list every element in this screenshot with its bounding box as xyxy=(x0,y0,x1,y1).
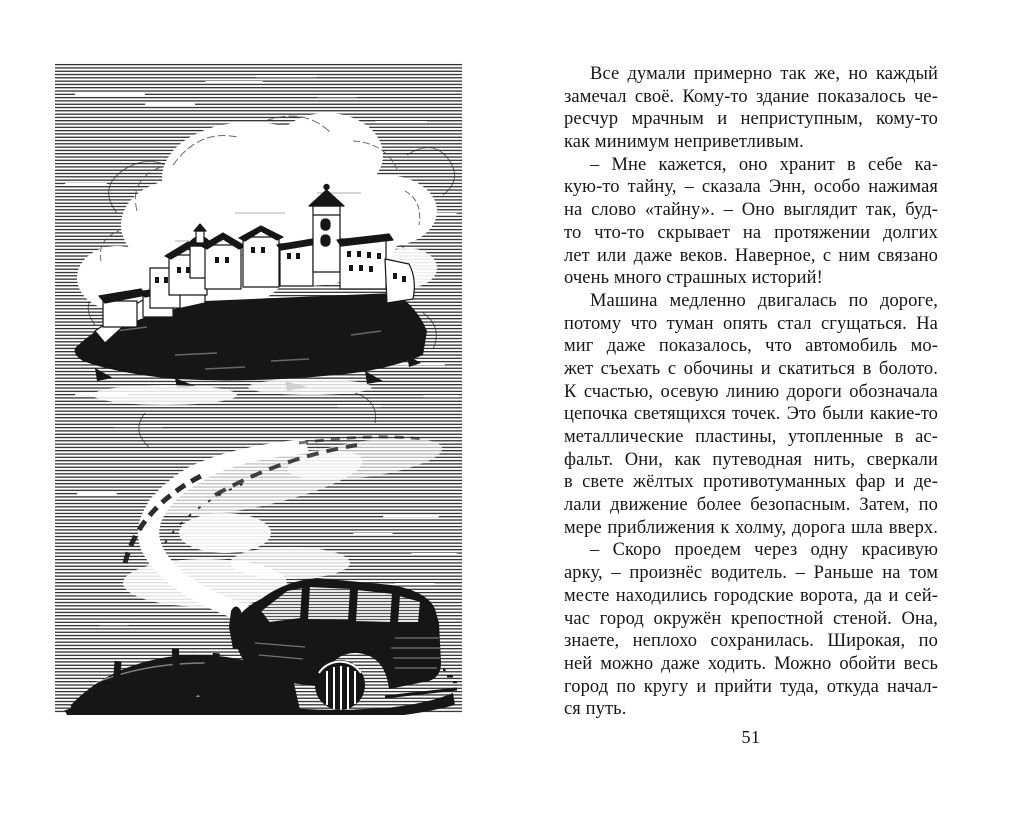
text-line: мере приближения к холму, дорога шла вверх. xyxy=(564,517,938,538)
text-line: ресчур мрачным и неприступным, кому-то xyxy=(564,109,938,130)
text-line: арку, – произнёс водитель. – Раньше на том xyxy=(564,563,938,584)
text-line: город по кругу и прийти туда, откуда начал- xyxy=(564,676,938,697)
text-line: металлические пластины, утопленные в ас- xyxy=(564,427,938,447)
text-line: ся путь. xyxy=(564,699,627,720)
text-line: час город окружён крепостной стеной. Она, xyxy=(564,608,938,629)
text-line: месте находились городские ворота, да и сей- xyxy=(564,585,938,606)
paragraph xyxy=(564,539,938,721)
text-line: в свете жёлтых противотуманных фар и де- xyxy=(564,472,938,493)
text-line: миг даже показалось, что автомобиль мо- xyxy=(564,336,938,357)
paragraph xyxy=(564,154,938,290)
text-line: кую-то тайну, – сказала Энн, особо нажимая xyxy=(564,177,938,198)
text-line: очень много страшных историй! xyxy=(564,268,823,289)
text-line: то что-то скрывает на протяжении долгих xyxy=(564,222,938,243)
engraving-illustration xyxy=(55,63,462,730)
text-line: Машина медленно двигалась по дороге, xyxy=(590,290,938,311)
page-number: 51 xyxy=(741,727,761,747)
illustration xyxy=(55,63,462,730)
paragraph xyxy=(564,63,938,154)
text-line: лет или даже веков. Наверное, с ним связано xyxy=(564,245,938,266)
text-line: – Скоро проедем через одну красивую xyxy=(590,540,938,561)
text-line: К счастью, осевую линию дороги обозначала xyxy=(564,381,938,402)
text-line: на слово «тайну». – Оно выглядит так, буд- xyxy=(564,200,938,221)
text-line: потому что туман опять стал сгущаться. На xyxy=(564,313,938,334)
text-line: – Мне кажется, оно хранит в себе ка- xyxy=(590,154,938,175)
text-line: ней можно даже ходить. Можно обойти весь xyxy=(564,653,938,674)
text-line: фальт. Они, как путеводная нить, сверкали xyxy=(564,449,938,470)
text-line: лали движение более безопасным. Затем, по xyxy=(564,495,938,516)
paragraph xyxy=(564,290,938,540)
text-line: жет съехать с обочины и скатиться в болото. xyxy=(564,358,938,379)
text-line: как минимум неприветливым. xyxy=(564,132,804,153)
text-line: замечал своё. Кому-то здание показалось че- xyxy=(564,86,938,107)
text-line: Все думали примерно так же, но каждый xyxy=(590,64,938,84)
text-column xyxy=(564,63,938,721)
text-line: знаете, неплохо сохранилась. Широкая, по xyxy=(564,631,938,652)
text-line: цепочка светящихся точек. Это были какие-то xyxy=(564,404,938,425)
